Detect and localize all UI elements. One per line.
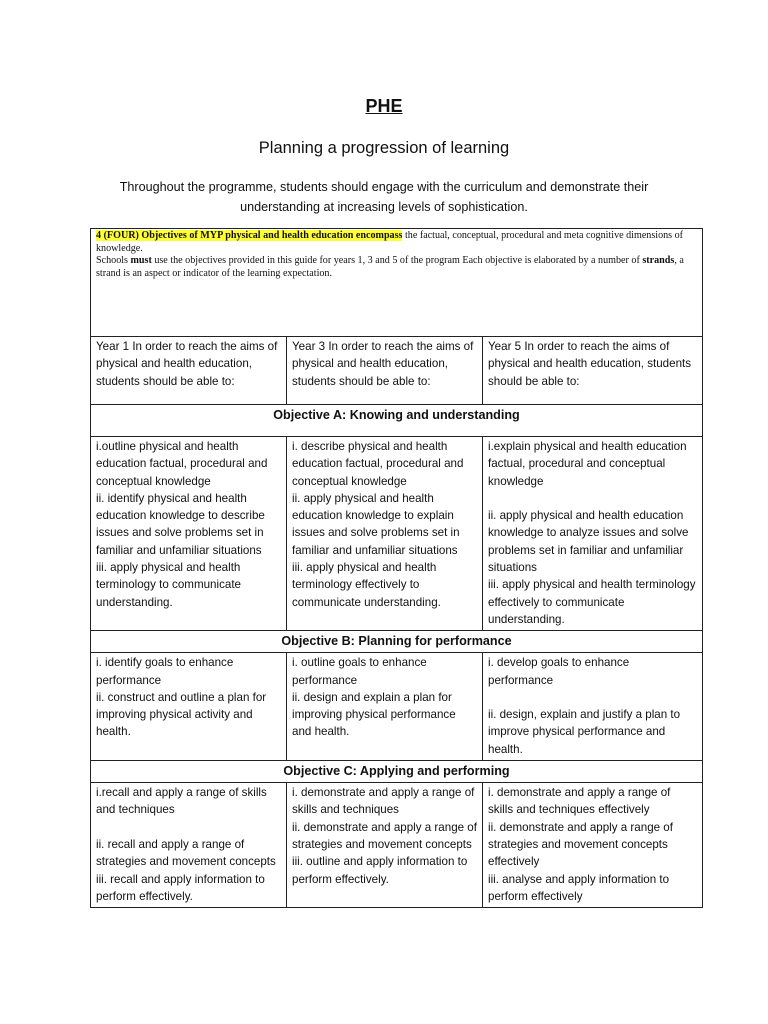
header-text-part: , a strand is an aspect or indicator of the learning expectation. (96, 255, 684, 279)
strand-line: ii. design, explain and justify a plan to improve physical performance and health. (488, 708, 681, 756)
strand-line: i. describe physical and health education factual, procedural and conceptual knowledge (292, 440, 464, 488)
strand-line: iii. outline and apply information to perform effectively. (292, 855, 468, 886)
objective-b-year-3 (287, 653, 483, 761)
document-subtitle: Planning a progression of learning (258, 139, 510, 157)
strand-line: i. identify goals to enhance performance (96, 656, 234, 687)
strand-line: i. demonstrate and apply a range of skills and techniques effectively (488, 786, 671, 817)
objective-a-year-5 (483, 437, 703, 631)
strand-line: iii. recall and apply information to perform effectively. (96, 872, 265, 903)
highlighted-heading: 4 (FOUR) Objectives of MYP physical and health education encompass (96, 230, 403, 241)
objective-a-row (91, 437, 703, 631)
year-5-heading: Year 5 In order to reach the aims of physical and health education, students should be able to: (483, 337, 703, 405)
strand-line: ii. identify physical and health education knowledge to describe issues and solve problems set in familiar and unfamiliar situations (96, 491, 265, 557)
strand-line: ii. demonstrate and apply a range of strategies and movement concepts effectively (488, 820, 673, 869)
strand-line: iii. apply physical and health terminology effectively to communicate understanding. (488, 578, 696, 626)
header-text-rest: the factual, conceptual, procedural and meta cognitive dimensions of knowledge. (96, 230, 684, 254)
objective-b-title-row (91, 631, 703, 653)
strand-line: i.recall and apply a range of skills and techniques (96, 786, 267, 817)
strand-line: i.outline physical and health education factual, procedural and conceptual knowledge (96, 440, 268, 488)
header-strands-bold: strands (642, 255, 675, 266)
objective-b-year-5 (483, 653, 703, 761)
year-3-heading: Year 3 In order to reach the aims of physical and health education, students should be able to: (287, 337, 483, 405)
header-must-bold: must (130, 255, 152, 266)
objective-c-title: Objective C: Applying and performing (91, 761, 703, 783)
header-text-part: Schools (96, 255, 131, 266)
strand-line: iii. apply physical and health terminology effectively to communicate understanding. (292, 561, 441, 609)
objective-c-year-1 (91, 783, 287, 908)
strand-line: ii. construct and outline a plan for improving physical activity and health. (96, 690, 267, 739)
objective-a-title: Objective A: Knowing and understanding (91, 405, 703, 437)
strand-line: ii. demonstrate and apply a range of strategies and movement concepts (292, 820, 477, 851)
objective-b-year-1 (91, 653, 287, 761)
year-1-heading: Year 1 In order to reach the aims of physical and health education, students should be able to: (91, 337, 287, 405)
objective-c-row (91, 783, 703, 908)
objective-a-year-1 (91, 437, 287, 631)
intro-paragraph: Throughout the programme, students should engage with the curriculum and demonstrate their understanding at increasing levels of sophistication. (119, 180, 649, 214)
header-box (91, 229, 703, 337)
document-title: PHE (365, 96, 403, 116)
strand-line: ii. apply physical and health education knowledge to explain issues and solve problems set in familiar and unfamiliar situations (292, 491, 460, 557)
strand-line: ii. design and explain a plan for improving physical performance and health. (292, 690, 456, 739)
objective-a-title-row (91, 405, 703, 437)
header-text-part: use the objectives provided in this guide for years 1, 3 and 5 of the program Each objective is elaborated by a number of (151, 255, 643, 266)
strand-line: i. outline goals to enhance performance (292, 656, 427, 687)
strand-line: iii. analyse and apply information to perform effectively (488, 872, 670, 903)
strand-line: i. demonstrate and apply a range of skills and techniques (292, 786, 475, 817)
years-row (91, 337, 703, 405)
strand-line: ii. apply physical and health education knowledge to analyze issues and solve problems set in familiar and unfamiliar situations (488, 509, 689, 575)
objective-c-title-row (91, 761, 703, 783)
objective-b-row (91, 653, 703, 761)
header-row (91, 229, 703, 337)
strand-line: ii. recall and apply a range of strategies and movement concepts (96, 837, 276, 869)
objective-c-year-3 (287, 783, 483, 908)
strand-line: iii. apply physical and health terminology to communicate understanding. (96, 561, 241, 609)
objectives-table (90, 228, 703, 908)
objective-c-year-5 (483, 783, 703, 908)
strand-line: i. develop goals to enhance performance (488, 656, 630, 687)
objective-a-year-3 (287, 437, 483, 631)
strand-line: i.explain physical and health education factual, procedural and conceptual knowledge (488, 440, 687, 488)
objective-b-title: Objective B: Planning for performance (91, 631, 703, 653)
